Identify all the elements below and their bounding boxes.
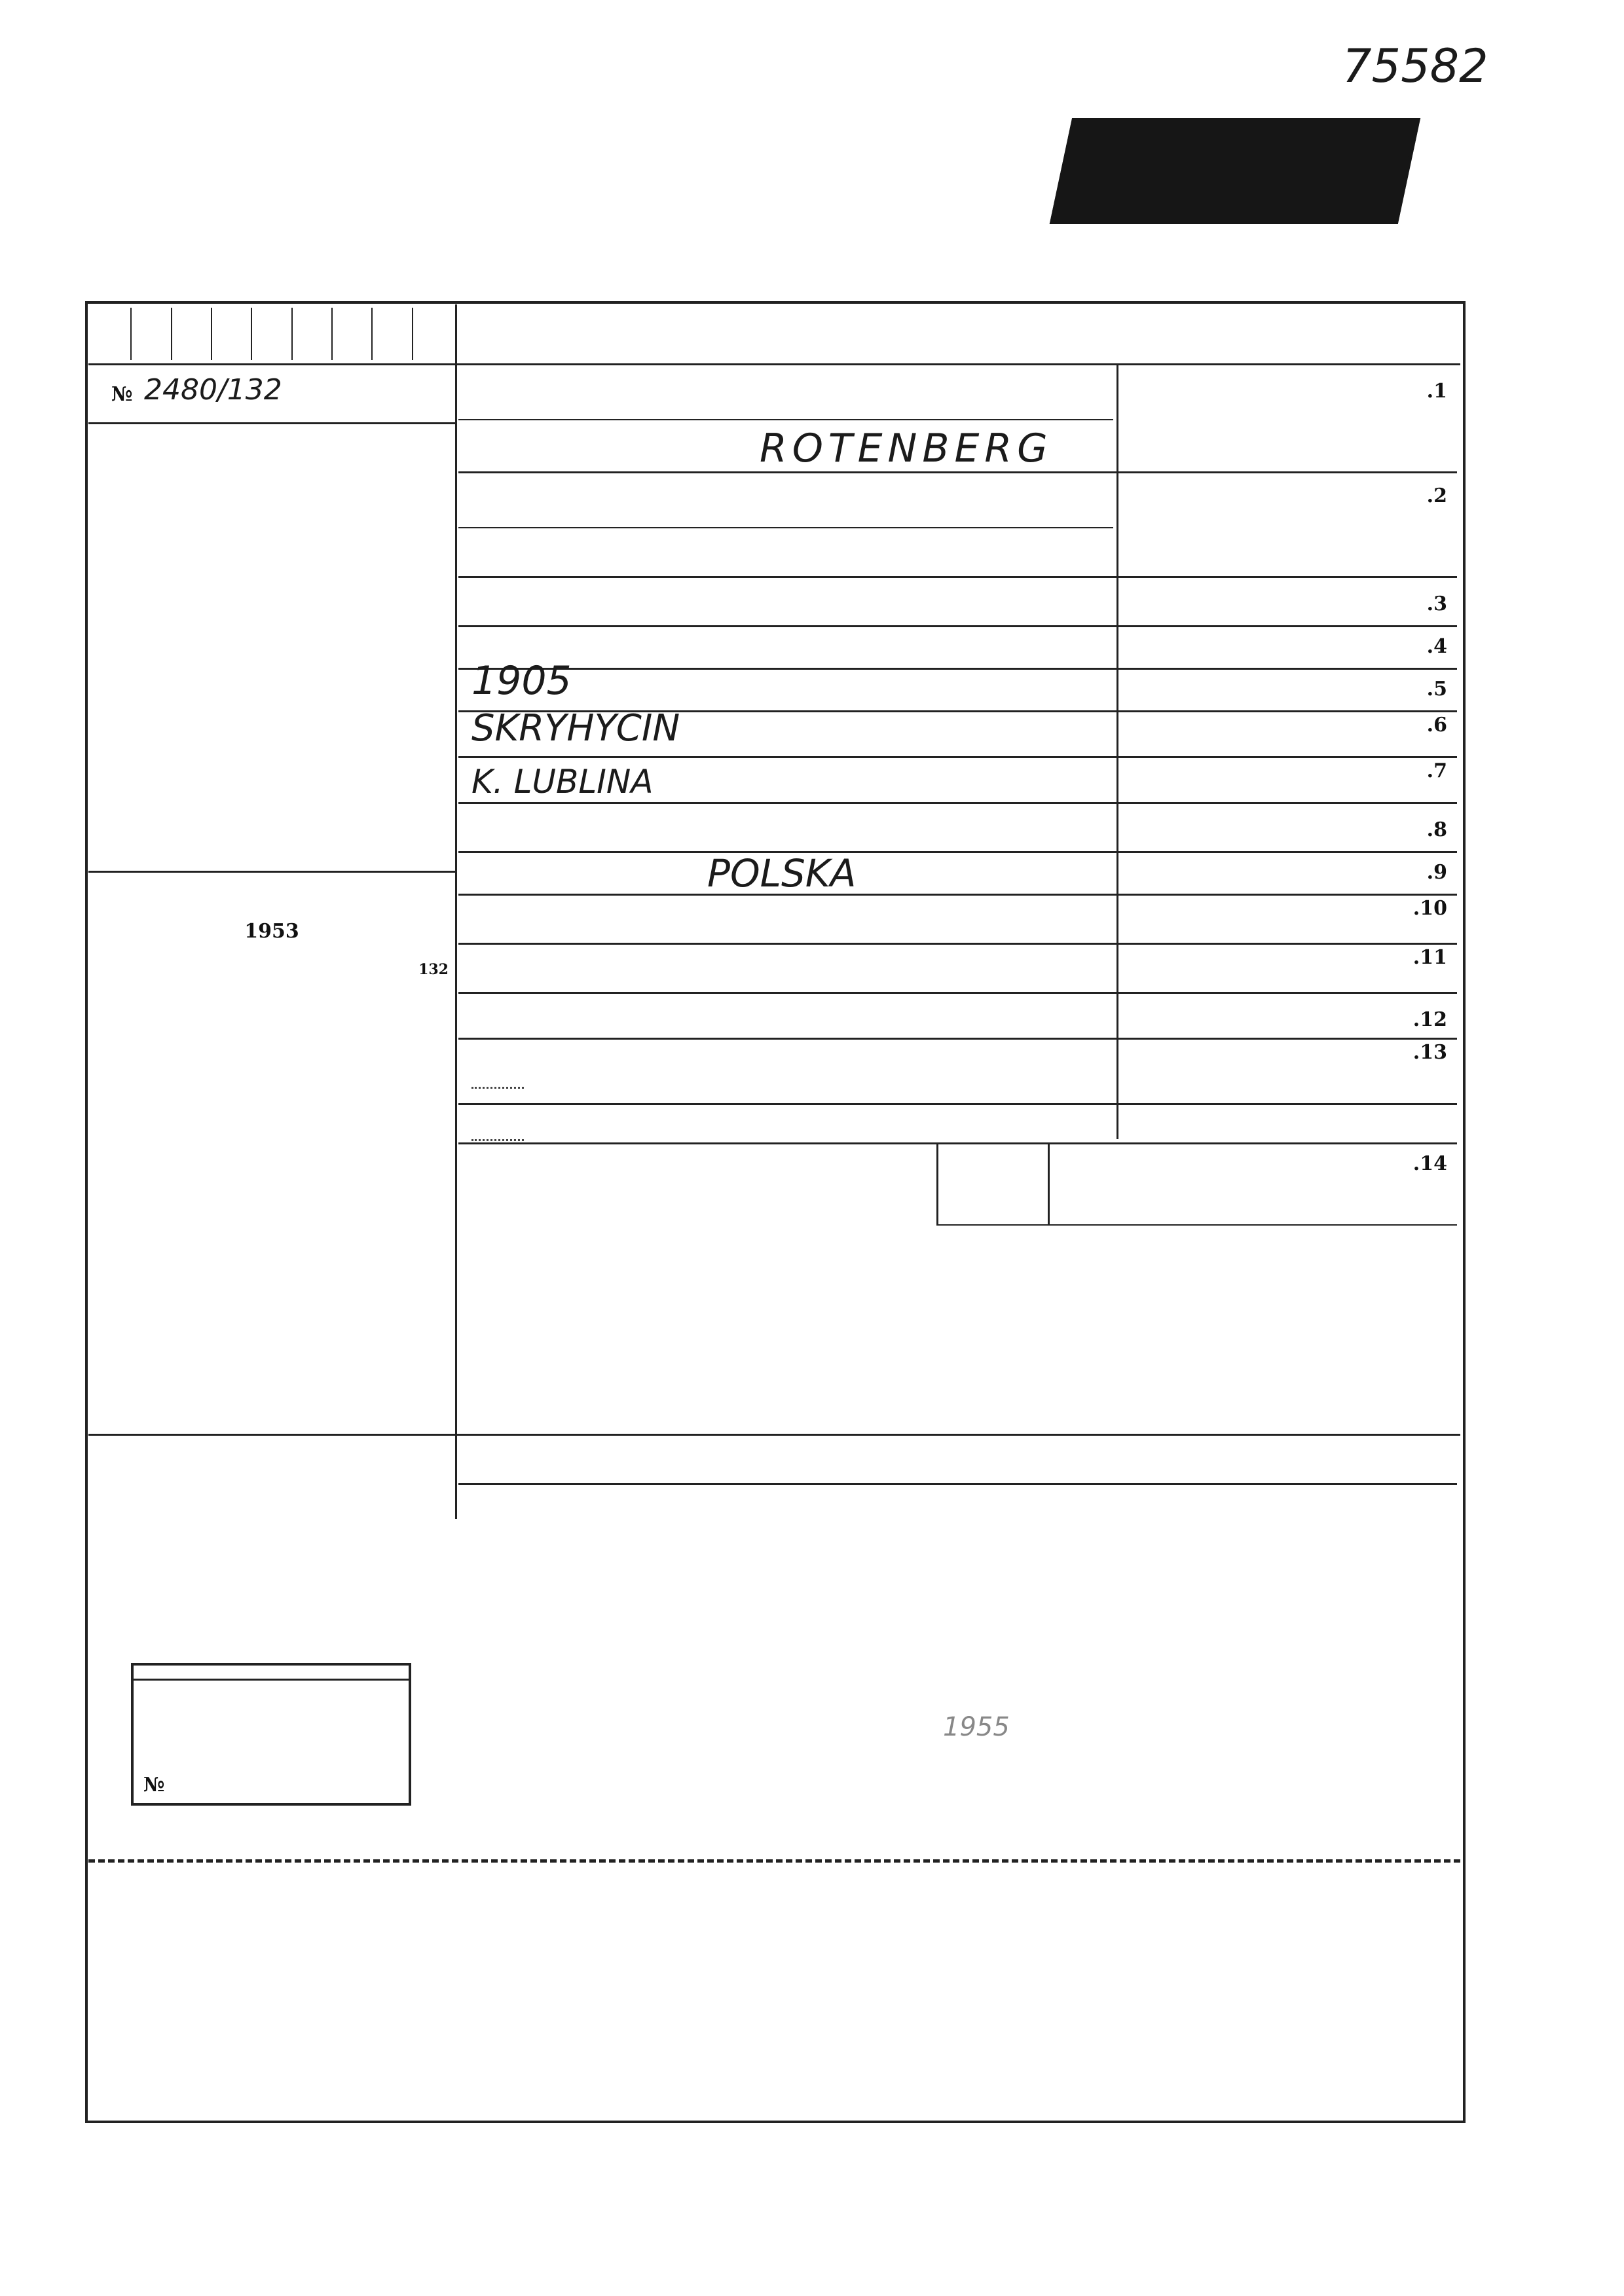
field-11: 11. (1412, 946, 1447, 969)
row-line (458, 992, 1457, 994)
law-cite: 132 (418, 961, 449, 978)
date-stamp: 1955 (943, 1712, 1010, 1742)
field-6: 6. (1426, 714, 1447, 737)
pre-war-country: POLSKA (707, 851, 857, 896)
approval-number: 2480/132 (144, 373, 282, 407)
birth-place: SKRYHYCIN (471, 707, 680, 750)
children-label: 14. (1412, 1152, 1447, 1175)
form-frame (85, 301, 1466, 2123)
dotted-line (471, 1139, 524, 1141)
row-line (458, 1103, 1457, 1105)
children-header-line (936, 1224, 1457, 1226)
field-12: 12. (1412, 1008, 1447, 1031)
stamp-box-label: № (143, 1774, 165, 1796)
surname-latin: ROTENBERG (760, 426, 1053, 471)
memorial-stamp-box (131, 1663, 411, 1806)
row-line (458, 1038, 1457, 1040)
row-line (458, 668, 1457, 670)
approval-line (88, 422, 455, 424)
field-3: 3. (1426, 592, 1447, 615)
field-8: 8. (1426, 818, 1447, 841)
field-1: 1. (1426, 380, 1447, 403)
field-7: 7. (1426, 759, 1447, 782)
field-13: 13. (1412, 1041, 1447, 1064)
row-line (458, 943, 1457, 945)
row-line (458, 894, 1457, 896)
row-line (458, 527, 1113, 528)
row-line (458, 851, 1457, 853)
law-section (95, 917, 449, 981)
photo-bottom-line (88, 871, 455, 873)
field-9: 9. (1426, 861, 1447, 884)
children-col-divider (936, 1142, 938, 1224)
row-line (458, 419, 1113, 420)
children-col-divider (1048, 1142, 1050, 1224)
yad-vashem-logo (1050, 118, 1420, 224)
stamp-box-title (134, 1666, 409, 1681)
row-line (458, 756, 1457, 758)
top-strip-line (88, 363, 1460, 365)
field-4: 4. (1426, 635, 1447, 658)
number-boxes (92, 308, 452, 360)
field-10: 10. (1412, 897, 1447, 920)
law-year: 1953 (244, 920, 299, 943)
row-line (458, 471, 1457, 473)
left-column-divider (455, 304, 457, 1519)
residence: K. LUBLINA (471, 763, 654, 801)
birth-date: 1905 (471, 658, 572, 704)
archive-number: 75582 (1342, 39, 1488, 93)
row-line (458, 576, 1457, 578)
approval-prefix: № (111, 383, 133, 406)
field-5: 5. (1426, 678, 1447, 701)
row-line (458, 625, 1457, 627)
footer-divider (88, 1859, 1460, 1863)
note-bottom-line (458, 1483, 1457, 1485)
field-2: 2. (1426, 484, 1447, 507)
children-top-line (458, 1142, 1457, 1144)
dotted-line (471, 1087, 524, 1089)
row-line (458, 802, 1457, 804)
label-column-divider (1116, 363, 1118, 1139)
note-top-line (88, 1434, 1460, 1436)
